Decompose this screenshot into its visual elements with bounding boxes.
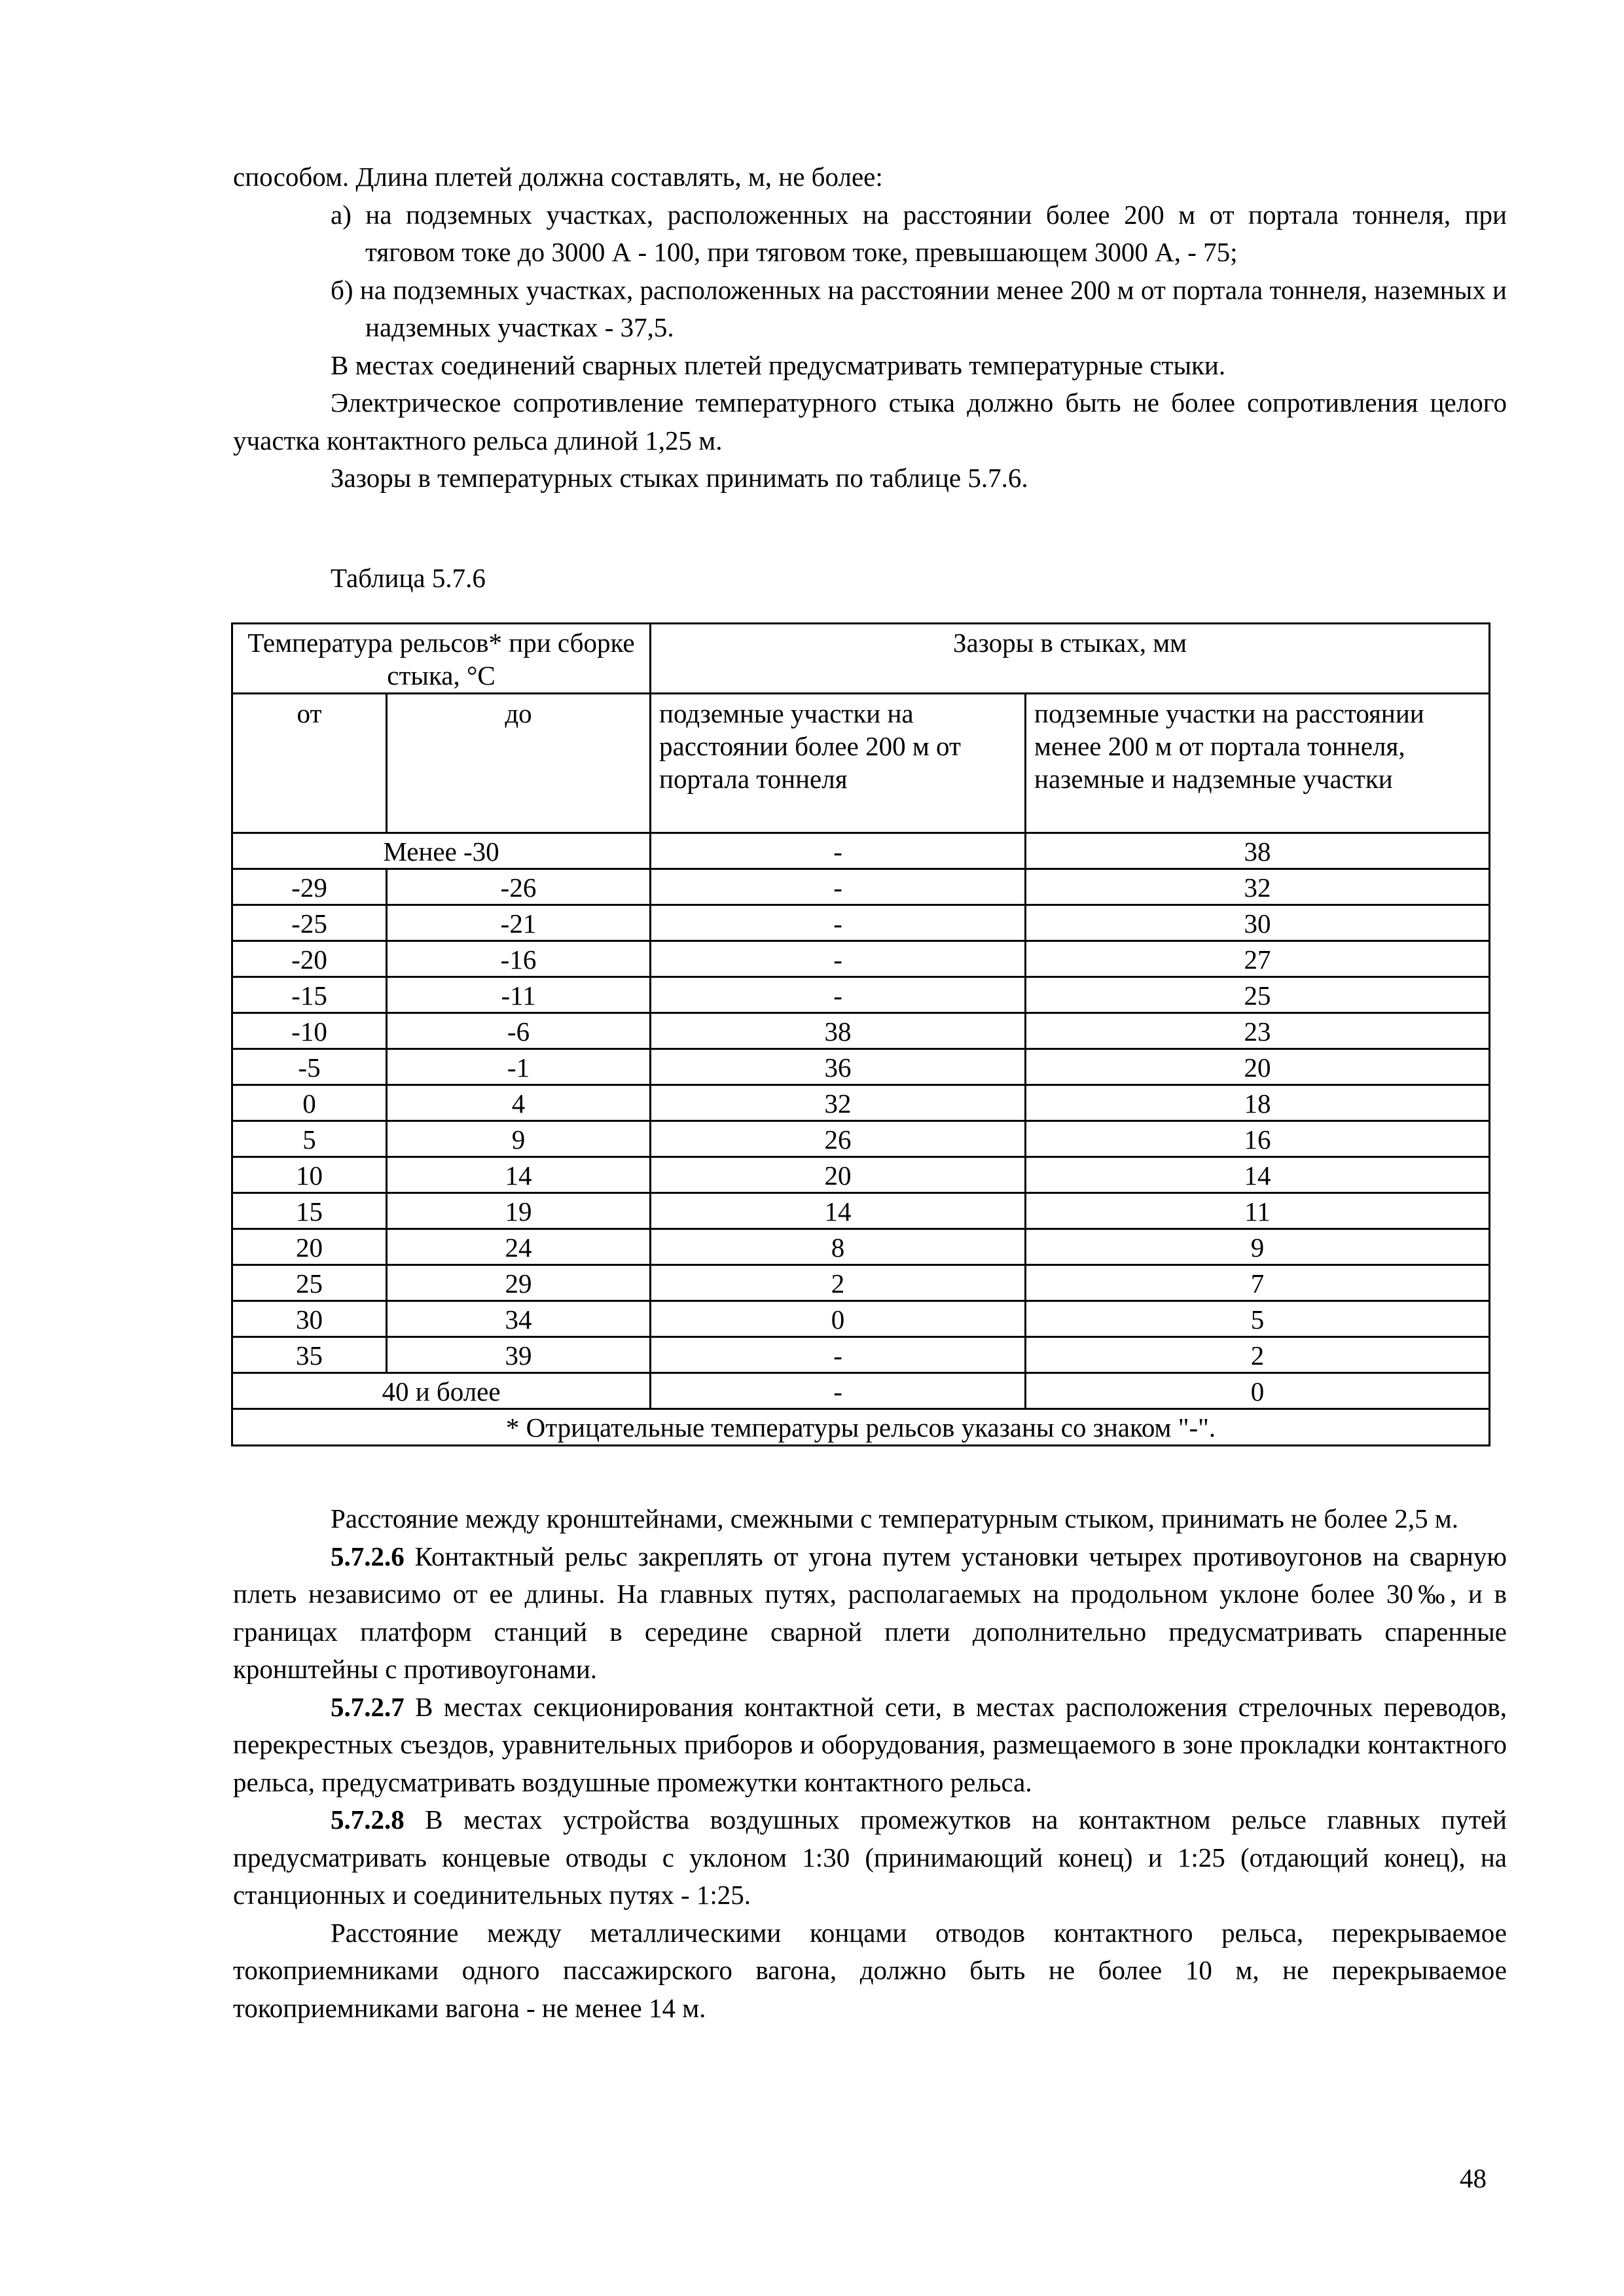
table-row xyxy=(232,977,1490,1013)
cell-to: 14 xyxy=(387,1157,651,1193)
table-row xyxy=(232,1265,1490,1301)
cell-to: 24 xyxy=(387,1229,651,1265)
cell-over-200m: - xyxy=(651,833,1026,869)
cell-to: -16 xyxy=(387,941,651,977)
cell-over-200m: - xyxy=(651,1337,1026,1373)
section-number: 5.7.2.8 xyxy=(331,1804,405,1835)
cell-under-200m: 32 xyxy=(1026,869,1490,905)
cell-under-200m: 11 xyxy=(1026,1193,1490,1229)
cell-under-200m: 0 xyxy=(1026,1373,1490,1409)
header-gaps: Зазоры в стыках, мм xyxy=(651,624,1490,694)
table-footnote-row xyxy=(232,1409,1490,1446)
table-row xyxy=(232,1121,1490,1157)
table-row xyxy=(232,905,1490,941)
cell-under-200m: 2 xyxy=(1026,1337,1490,1373)
top-text-block xyxy=(233,158,1507,497)
table-row xyxy=(232,1337,1490,1373)
cell-under-200m: 5 xyxy=(1026,1301,1490,1337)
cell-over-200m: 2 xyxy=(651,1265,1026,1301)
table-subheader-row xyxy=(232,694,1490,833)
cell-over-200m: - xyxy=(651,977,1026,1013)
cell-temperature-range: 40 и более xyxy=(232,1373,651,1409)
paragraph-distance: Расстояние между металлическими концами отводов контактного рельса, перекрываемое токоприемниками одного пассажирского вагона, должно быть не более 10 м, не перекрываемое токоприемниками вагона - не менее 14 м. xyxy=(233,1917,1507,2023)
cell-from: 5 xyxy=(232,1121,387,1157)
cell-from: 30 xyxy=(232,1301,387,1337)
paragraph-gaps-reference: Зазоры в температурных стыках принимать по таблице 5.7.6. xyxy=(331,463,1028,493)
cell-from: 0 xyxy=(232,1085,387,1121)
cell-to: 19 xyxy=(387,1193,651,1229)
cell-from: 35 xyxy=(232,1337,387,1373)
cell-from: -5 xyxy=(232,1049,387,1085)
cell-to: 4 xyxy=(387,1085,651,1121)
table-row xyxy=(232,941,1490,977)
table-footnote: * Отрицательные температуры рельсов указаны со знаком "-". xyxy=(232,1409,1490,1446)
cell-over-200m: 38 xyxy=(651,1013,1026,1049)
cell-to: -21 xyxy=(387,905,651,941)
paragraph-brackets: Расстояние между кронштейнами, смежными с температурным стыком, принимать не более 2,5 м. xyxy=(331,1503,1459,1534)
cell-over-200m: - xyxy=(651,1373,1026,1409)
cell-from: 15 xyxy=(232,1193,387,1229)
cell-over-200m: - xyxy=(651,941,1026,977)
header-over-200m: подземные участки на расстоянии более 200 м от портала тоннеля xyxy=(651,694,1026,833)
cell-from: -15 xyxy=(232,977,387,1013)
cell-from: -10 xyxy=(232,1013,387,1049)
cell-under-200m: 20 xyxy=(1026,1049,1490,1085)
section-number: 5.7.2.7 xyxy=(331,1691,405,1722)
cell-to: 39 xyxy=(387,1337,651,1373)
cell-over-200m: 14 xyxy=(651,1193,1026,1229)
bottom-text-block xyxy=(233,1500,1507,2027)
header-from: от xyxy=(232,694,387,833)
cell-under-200m: 38 xyxy=(1026,833,1490,869)
table-row xyxy=(232,1229,1490,1265)
cell-from: -29 xyxy=(232,869,387,905)
table-row xyxy=(232,869,1490,905)
section-5-7-2-6 xyxy=(233,1538,1507,1689)
table-caption: Таблица 5.7.6 xyxy=(331,563,486,593)
cell-over-200m: 0 xyxy=(651,1301,1026,1337)
cell-to: 9 xyxy=(387,1121,651,1157)
intro-line: способом. Длина плетей должна составлять, м, не более: xyxy=(233,162,883,192)
table-header-row xyxy=(232,624,1490,694)
table-row xyxy=(232,833,1490,869)
cell-to: 29 xyxy=(387,1265,651,1301)
cell-from: 10 xyxy=(232,1157,387,1193)
cell-under-200m: 16 xyxy=(1026,1121,1490,1157)
cell-to: -11 xyxy=(387,977,651,1013)
table-row xyxy=(232,1193,1490,1229)
cell-from: -20 xyxy=(232,941,387,977)
cell-over-200m: 36 xyxy=(651,1049,1026,1085)
table-row xyxy=(232,1049,1490,1085)
list-item-a: а) на подземных участках, расположенных на расстоянии более 200 м от портала тоннеля, при тяговом токе до 3000 А - 100, при тяговом токе, превышающем 3000 А, - 75; xyxy=(331,199,1507,267)
cell-to: 34 xyxy=(387,1301,651,1337)
cell-over-200m: 8 xyxy=(651,1229,1026,1265)
section-text: Контактный рельс закреплять от угона путем установки четырех противоугонов на сварную плеть независимо от ее длины. На главных путях, располагаемых на продольном уклоне более 30‰, и в границах платформ станций в середине сварной плети дополнительно предусматривать спаренные кронштейны с противоугонами. xyxy=(233,1541,1507,1684)
header-temperature: Температура рельсов* при сборке стыка, °С xyxy=(232,624,651,694)
section-5-7-2-7 xyxy=(233,1689,1507,1802)
header-under-200m: подземные участки на расстоянии менее 200 м от портала тоннеля, наземные и надземные участки xyxy=(1026,694,1490,833)
cell-to: -1 xyxy=(387,1049,651,1085)
cell-under-200m: 30 xyxy=(1026,905,1490,941)
cell-to: -6 xyxy=(387,1013,651,1049)
cell-over-200m: 26 xyxy=(651,1121,1026,1157)
cell-under-200m: 7 xyxy=(1026,1265,1490,1301)
cell-under-200m: 27 xyxy=(1026,941,1490,977)
cell-from: 20 xyxy=(232,1229,387,1265)
header-to: до xyxy=(387,694,651,833)
cell-under-200m: 9 xyxy=(1026,1229,1490,1265)
gaps-table xyxy=(231,622,1490,1446)
table-row xyxy=(232,1373,1490,1409)
table-row xyxy=(232,1301,1490,1337)
cell-over-200m: 20 xyxy=(651,1157,1026,1193)
cell-from: 25 xyxy=(232,1265,387,1301)
cell-over-200m: - xyxy=(651,905,1026,941)
table-row xyxy=(232,1085,1490,1121)
paragraph-joints: В местах соединений сварных плетей предусматривать температурные стыки. xyxy=(331,350,1226,380)
cell-to: -26 xyxy=(387,869,651,905)
cell-over-200m: 32 xyxy=(651,1085,1026,1121)
cell-under-200m: 25 xyxy=(1026,977,1490,1013)
cell-under-200m: 14 xyxy=(1026,1157,1490,1193)
section-text: В местах секционирования контактной сети, в местах расположения стрелочных переводов, перекрестных съездов, уравнительных приборов и оборудования, размещаемого в зоне прокладки контактного рельса, предусматривать воздушные промежутки контактного рельса. xyxy=(233,1691,1507,1797)
cell-temperature-range: Менее -30 xyxy=(232,833,651,869)
page-number: 48 xyxy=(1460,2163,1487,2193)
cell-over-200m: - xyxy=(651,869,1026,905)
section-text: В местах устройства воздушных промежутков на контактном рельсе главных путей предусматривать концевые отводы с уклоном 1:30 (принимающий конец) и 1:25 (отдающий конец), на станционных и соединительных путях - 1:25. xyxy=(233,1804,1507,1910)
section-number: 5.7.2.6 xyxy=(331,1541,405,1571)
cell-under-200m: 18 xyxy=(1026,1085,1490,1121)
cell-under-200m: 23 xyxy=(1026,1013,1490,1049)
table-row xyxy=(232,1157,1490,1193)
cell-from: -25 xyxy=(232,905,387,941)
paragraph-resistance: Электрическое сопротивление температурного стыка должно быть не более сопротивления целого участка контактного рельса длиной 1,25 м. xyxy=(233,387,1507,456)
section-5-7-2-8 xyxy=(233,1801,1507,1914)
table-row xyxy=(232,1013,1490,1049)
list-item-b: б) на подземных участках, расположенных на расстоянии менее 200 м от портала тоннеля, наземных и надземных участках - 37,5. xyxy=(331,274,1507,342)
